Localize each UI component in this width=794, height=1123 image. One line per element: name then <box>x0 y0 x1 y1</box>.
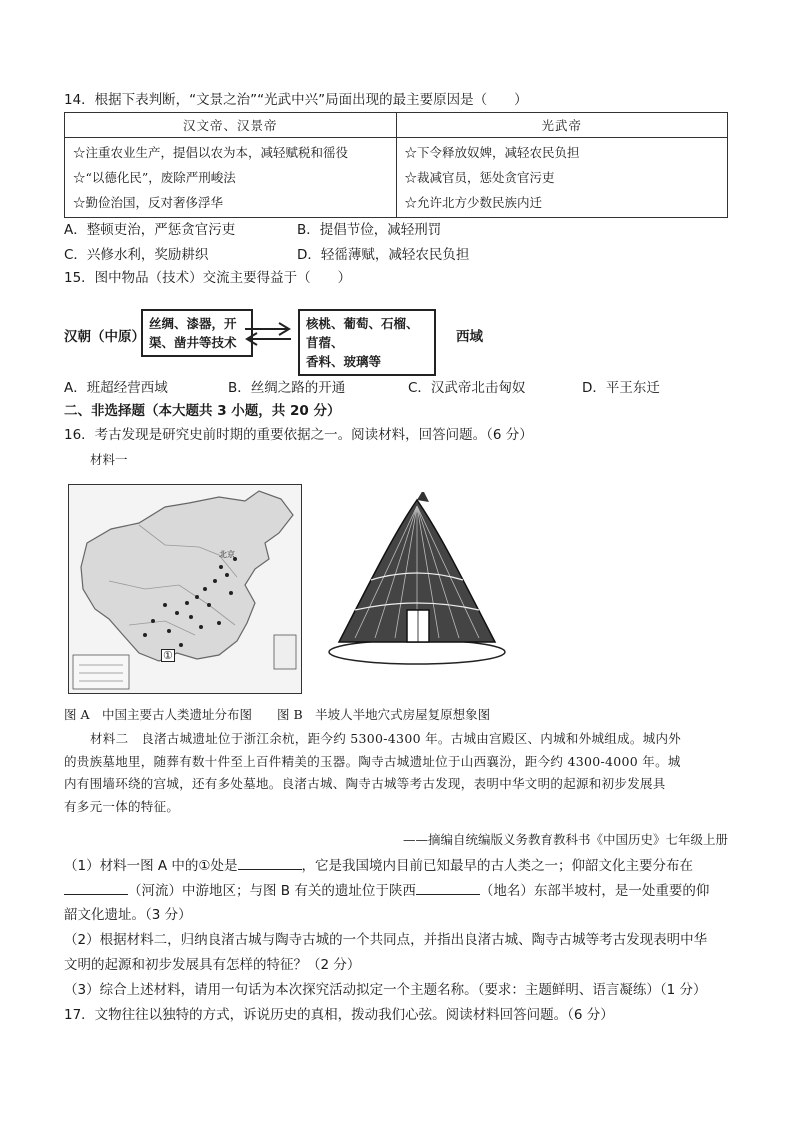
q16-subquestion-2-cont: 文明的起源和初步发展具有怎样的特征？（2 分） <box>64 957 361 973</box>
table-header-wen-jing: 汉文帝、汉景帝 <box>65 113 397 138</box>
table-cell-wen-jing-policies <box>65 138 397 218</box>
answer-blank[interactable] <box>238 855 302 870</box>
table-header-guangwu: 光武帝 <box>396 113 728 138</box>
q16-subquestion-1-end: 韶文化遗址。（3 分） <box>64 907 192 923</box>
material2-line: 材料二 良渚古城遗址位于浙江余杭，距今约 5300-4300 年。古城由宫殿区、内城和外城组成。城内外 <box>90 731 682 746</box>
material2-line: 的贵族墓地里，随葬有数十件至上百件精美的玉器。陶寺古城遗址位于山西襄汾，距今约 4300-4000 年。城 <box>64 753 681 769</box>
flow-label-western-regions: 西域 <box>456 329 483 345</box>
table-item: ☆勤俭治国，反对奢侈浮华 <box>73 195 224 210</box>
material2-line: 内有围墙环绕的宫城，还有多处墓地。良渚古城、陶寺古城等考古发现，表明中华文明的起源和初步发展具 <box>64 776 666 791</box>
china-map-outline <box>69 485 301 693</box>
table-item: ☆允许北方少数民族内迁 <box>404 195 543 210</box>
q15-option-d: D．平王东迁 <box>582 380 660 396</box>
q14-stem: 14．根据下表判断，“文景之治”“光武中兴”局面出现的最主要原因是（ ） <box>64 92 528 108</box>
answer-blank[interactable] <box>416 880 480 895</box>
figure-a-map <box>68 484 302 694</box>
answer-blank[interactable] <box>64 880 128 895</box>
material2-line: 有多元一体的特征。 <box>64 798 180 814</box>
material1-label: 材料一 <box>90 452 128 467</box>
table-item: ☆下令释放奴婢，减轻农民负担 <box>404 145 580 160</box>
flow-box-han-exports <box>141 309 253 357</box>
flow-box-line: 核桃、葡萄、石榴、苜蓿、 <box>306 316 419 350</box>
q15-option-b: B．丝绸之路的开通 <box>228 380 346 396</box>
q14-option-a: A．整顿吏治，严惩贪官污吏 <box>64 222 236 238</box>
table-item: ☆裁减官员，惩处贪官污吏 <box>404 170 555 185</box>
map-label-beijing: 北京 <box>219 550 235 559</box>
q15-option-a: A．班超经营西域 <box>64 380 168 396</box>
table-cell-guangwu-policies <box>396 138 728 218</box>
q16-sub1-text: （河流）中游地区；与图 B 有关的遗址位于陕西 <box>128 883 416 899</box>
figure-caption: 图 A 中国主要古人类遗址分布图 图 B 半坡人半地穴式房屋复原想象图 <box>64 707 491 722</box>
q16-subquestion-2: （2）根据材料二，归纳良渚古城与陶寺古城的一个共同点，并指出良渚古城、陶寺古城等考古发现表明中华 <box>64 932 708 948</box>
q16-subquestion-1-cont <box>64 880 709 901</box>
section-title: 二、非选择题（本大题共 3 小题，共 20 分） <box>64 403 341 419</box>
q16-stem: 16．考古发现是研究史前时期的重要依据之一。阅读材料，回答问题。（6 分） <box>64 427 533 443</box>
q17-stem: 17．文物往往以独特的方式，诉说历史的真相，拨动我们心弦。阅读材料回答问题。（6 分） <box>64 1007 614 1023</box>
q16-sub1-text: ，它是我国境内目前已知最早的古人类之一；仰韶文化主要分布在 <box>301 858 694 874</box>
q16-sub1-text: （地名）东部半坡村，是一处重要的仰 <box>479 883 710 899</box>
exchange-arrows-icon <box>243 321 293 347</box>
q16-subquestion-1 <box>64 855 693 876</box>
material2-paragraph <box>64 728 728 818</box>
flow-box-western-regions-exports <box>298 309 436 376</box>
flow-label-han: 汉朝（中原） <box>64 329 145 345</box>
material2-source: ——摘编自统编版义务教育教科书《中国历史》七年级上册 <box>402 832 728 847</box>
flow-box-line: 渠、凿井等技术 <box>149 335 237 350</box>
q14-option-d: D．轻徭薄赋，减轻农民负担 <box>297 247 470 263</box>
q14-option-c: C．兴修水利，奖励耕织 <box>64 247 209 263</box>
flow-box-line: 丝绸、漆器，开 <box>149 316 237 331</box>
table-item: ☆“以德化民”，废除严刑峻法 <box>73 170 236 185</box>
q16-subquestion-3: （3）综合上述材料，请用一句话为本次探究活动拟定一个主题名称。（要求：主题鲜明、语言凝练）（1 分） <box>64 982 707 998</box>
table-item: ☆注重农业生产，提倡以农为本，减轻赋税和徭役 <box>73 145 349 160</box>
figure-b-banpo-hut <box>325 492 510 672</box>
q16-sub1-text: （1）材料一图 A 中的①处是 <box>64 858 238 874</box>
q14-comparison-table <box>64 112 728 218</box>
flow-box-line: 香料、玻璃等 <box>306 354 382 369</box>
q15-stem: 15．图中物品（技术）交流主要得益于（ ） <box>64 270 352 286</box>
map-marker-1: ① <box>163 649 173 662</box>
q14-option-b: B．提倡节俭，减轻刑罚 <box>297 222 442 238</box>
q15-option-c: C．汉武帝北击匈奴 <box>408 380 526 396</box>
